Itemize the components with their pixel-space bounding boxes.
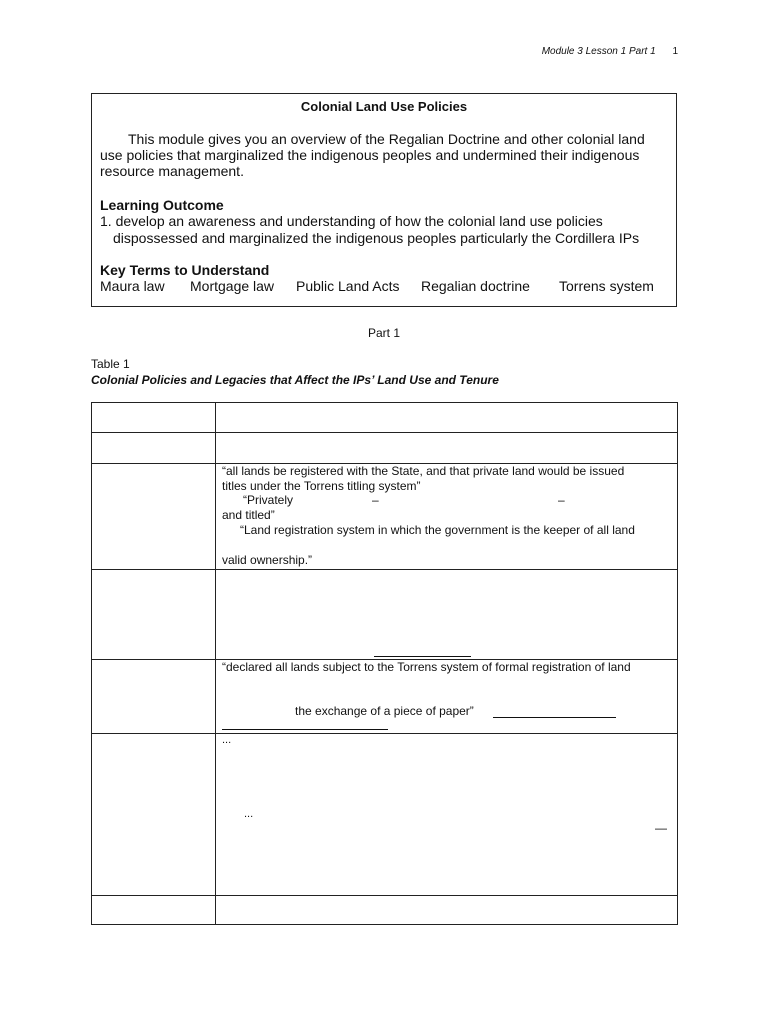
running-title: Module 3 Lesson 1 Part 1	[541, 46, 656, 57]
key-term: Regalian doctrine	[421, 278, 530, 294]
module-intro-box	[91, 93, 677, 307]
table-row	[92, 403, 678, 433]
module-title: Colonial Land Use Policies	[300, 99, 468, 114]
blank-line	[374, 656, 471, 657]
module-overview	[100, 131, 668, 179]
learning-outcome-heading: Learning Outcome	[100, 197, 224, 213]
table-cell[interactable]	[92, 433, 216, 464]
torrens-quote-line: “Land registration system in which the government is the keeper of all land	[240, 523, 635, 537]
overview-text: This module gives you an overview of the Regalian Doctrine and other colonial land use policies that marginalized the indigenous peoples and undermined their indigenous resource management.	[100, 131, 645, 179]
key-term: Maura law	[100, 278, 165, 294]
table-cell[interactable]	[216, 433, 678, 464]
learning-outcome-line-2: dispossessed and marginalized the indigenous peoples particularly the Cordillera IPs	[113, 230, 640, 246]
table-cell[interactable]	[92, 660, 216, 734]
table-row	[92, 660, 678, 734]
dash-mark: –	[558, 493, 565, 507]
part-label: Part 1	[367, 326, 400, 340]
table-title: Colonial Policies and Legacies that Affect the IPs’ Land Use and Tenure	[91, 373, 499, 387]
torrens-quote-line: and titled”	[222, 508, 275, 522]
table-row	[92, 570, 678, 660]
key-term: Public Land Acts	[296, 278, 400, 294]
registration-quote-line: “declared all lands subject to the Torrens system of formal registration of land	[222, 660, 631, 674]
key-terms-heading: Key Terms to Understand	[100, 262, 270, 278]
table-cell[interactable]	[92, 734, 216, 896]
blank-line	[222, 729, 388, 730]
table-row	[92, 464, 678, 570]
learning-outcome-line-1: 1. develop an awareness and understanding of how the colonial land use policies	[100, 213, 603, 229]
torrens-quote-line: “Privately	[243, 493, 294, 507]
table-row	[92, 734, 678, 896]
learning-outcome-text	[100, 213, 668, 247]
key-term: Torrens system	[559, 278, 654, 294]
page-header	[542, 46, 678, 57]
table-row	[92, 896, 678, 925]
registration-quote-line: the exchange of a piece of paper”	[295, 704, 474, 718]
table-cell[interactable]	[92, 464, 216, 570]
emdash-mark: —	[655, 821, 667, 835]
table-cell[interactable]	[216, 896, 678, 925]
dash-mark: –	[372, 493, 379, 507]
policies-table	[91, 402, 678, 925]
ellipsis-mark: ...	[222, 734, 232, 746]
table-cell[interactable]	[92, 896, 216, 925]
torrens-quote-line: titles under the Torrens titling system”	[222, 479, 421, 493]
table-cell[interactable]	[216, 734, 678, 896]
ellipsis-mark: ...	[244, 808, 254, 820]
table-cell[interactable]	[216, 403, 678, 433]
table-cell[interactable]	[92, 570, 216, 660]
key-term: Mortgage law	[190, 278, 275, 294]
table-cell[interactable]	[216, 464, 678, 570]
torrens-quote-line: valid ownership.”	[222, 553, 313, 567]
page-number: 1	[672, 46, 678, 57]
table-number: Table 1	[91, 357, 130, 371]
table-row	[92, 433, 678, 464]
table-cell[interactable]	[92, 403, 216, 433]
table-cell[interactable]	[216, 660, 678, 734]
table-cell[interactable]	[216, 570, 678, 660]
blank-line	[493, 717, 616, 718]
torrens-quote-line: “all lands be registered with the State, and that private land would be issued	[222, 464, 625, 478]
